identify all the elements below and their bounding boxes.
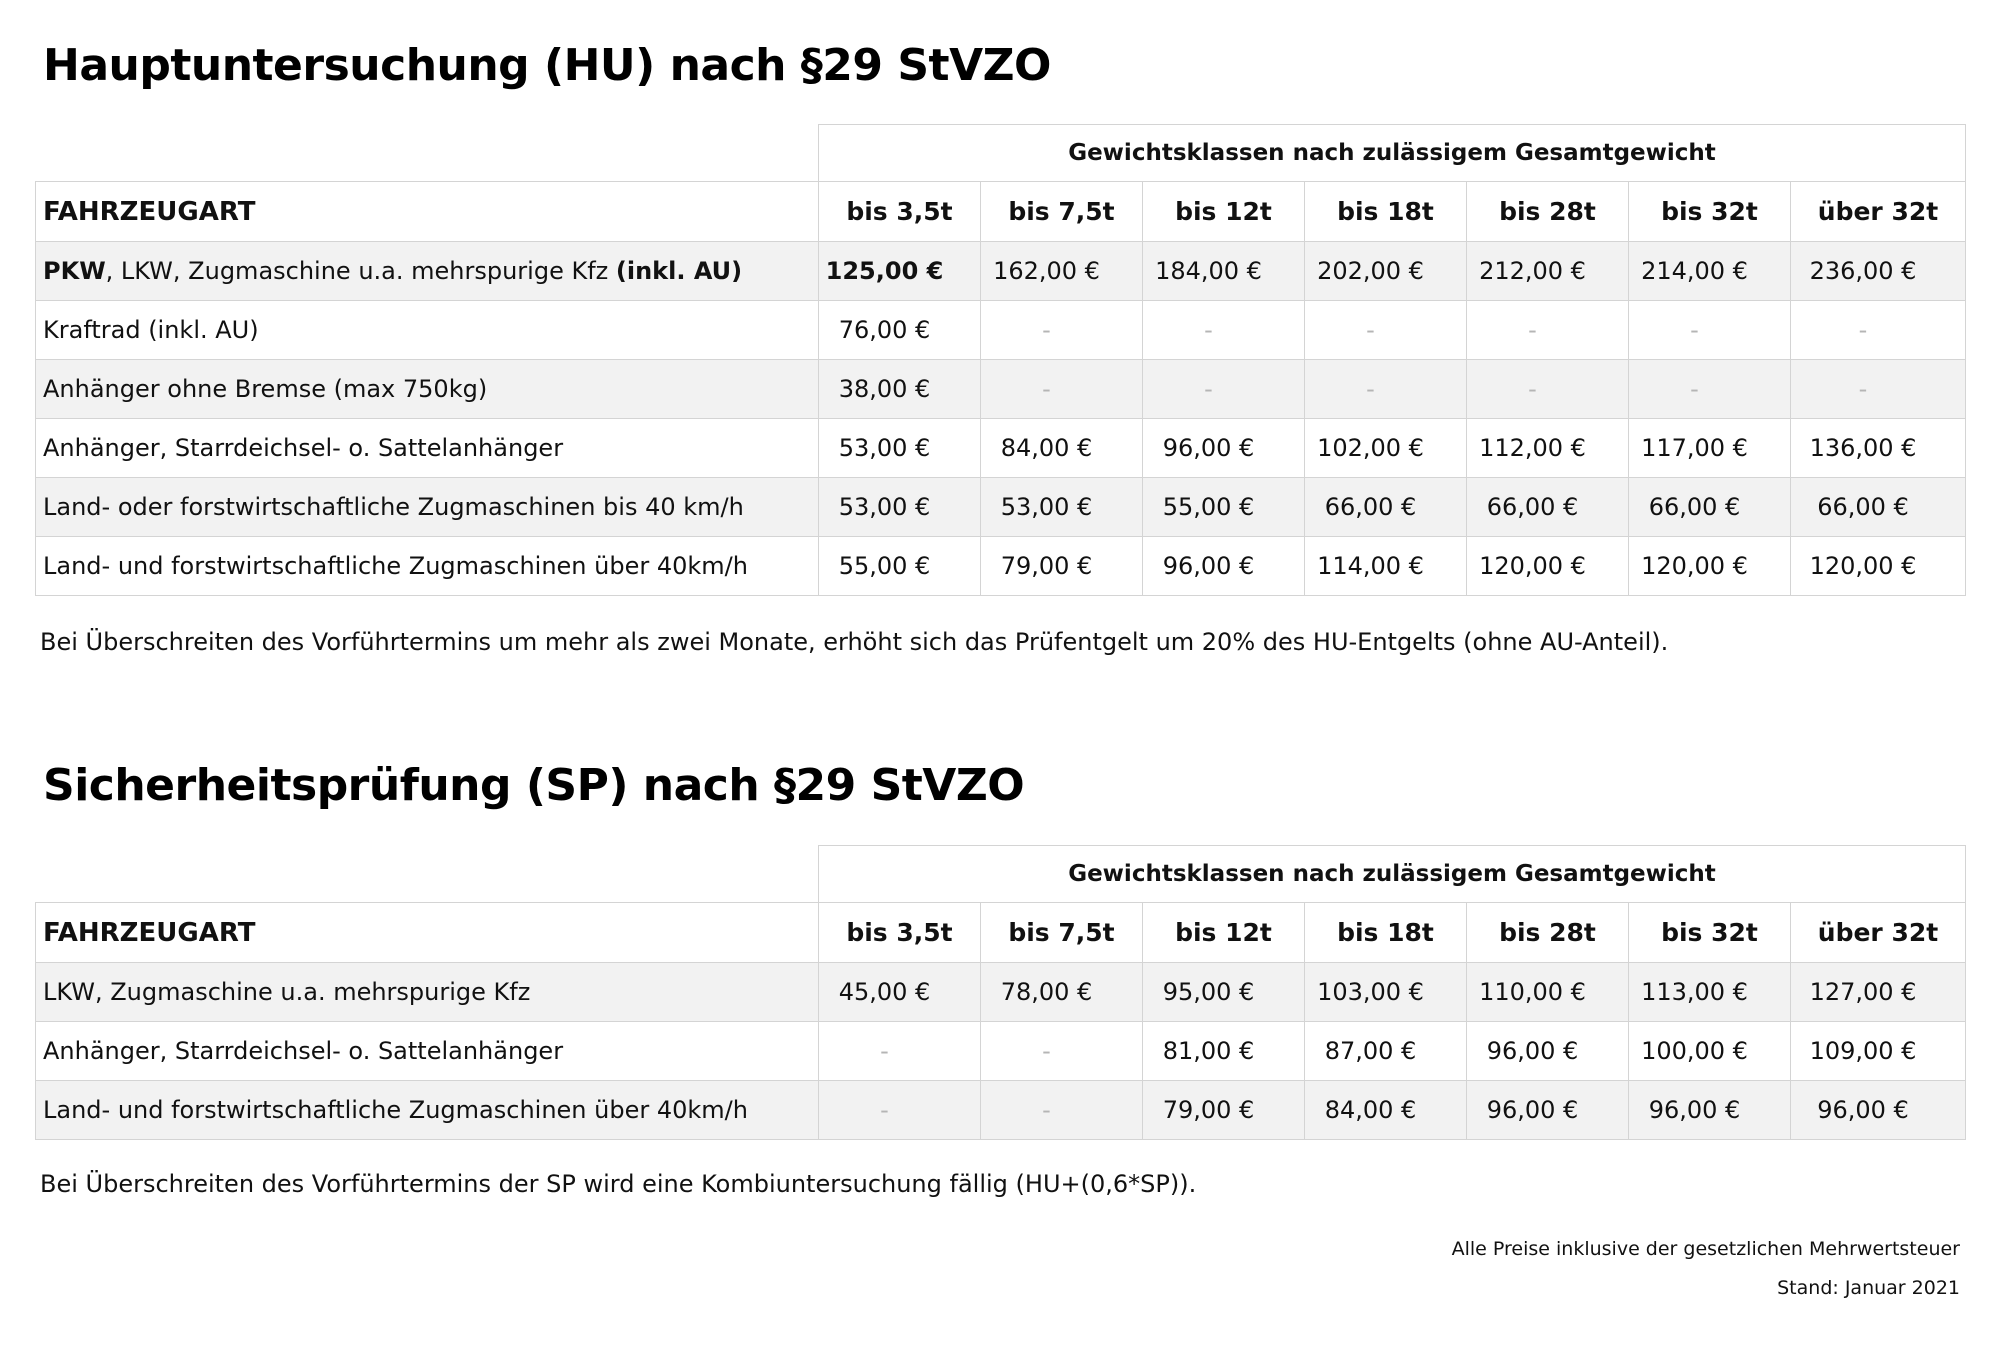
price-cell: 55,00 € — [1143, 478, 1305, 537]
empty-cell: - — [1467, 301, 1629, 360]
sp-col-header: bis 3,5t — [819, 903, 981, 963]
table-row — [36, 360, 1966, 419]
empty-cell: - — [981, 1081, 1143, 1140]
price-cell: 127,00 € — [1791, 963, 1966, 1022]
sp-col-header: bis 7,5t — [981, 903, 1143, 963]
price-cell: 53,00 € — [819, 478, 981, 537]
sp-col-header: über 32t — [1791, 903, 1966, 963]
price-cell: 110,00 € — [1467, 963, 1629, 1022]
price-cell: 114,00 € — [1305, 537, 1467, 596]
empty-cell: - — [981, 1022, 1143, 1081]
price-cell: 95,00 € — [1143, 963, 1305, 1022]
row-label: Anhänger, Starrdeichsel- o. Sattelanhänger — [36, 1022, 819, 1081]
price-cell: 96,00 € — [1143, 537, 1305, 596]
price-cell: 79,00 € — [981, 537, 1143, 596]
price-cell: 120,00 € — [1629, 537, 1791, 596]
hu-column-header-row — [36, 182, 1966, 242]
price-cell: 212,00 € — [1467, 242, 1629, 301]
hu-vehicle-type-header: FAHRZEUGART — [36, 182, 819, 242]
price-cell: 53,00 € — [819, 419, 981, 478]
row-label: Land- und forstwirtschaftliche Zugmaschinen über 40km/h — [36, 537, 819, 596]
price-cell: 96,00 € — [1791, 1081, 1966, 1140]
empty-cell: - — [819, 1081, 981, 1140]
empty-cell: - — [981, 301, 1143, 360]
row-label-part: (inkl. AU) — [615, 257, 743, 285]
hu-empty-corner — [36, 125, 819, 182]
empty-cell: - — [981, 360, 1143, 419]
price-cell: 81,00 € — [1143, 1022, 1305, 1081]
sp-price-table — [35, 845, 1966, 1140]
sp-vehicle-type-header: FAHRZEUGART — [36, 903, 819, 963]
price-cell: 96,00 € — [1467, 1081, 1629, 1140]
price-cell: 125,00 € — [819, 242, 981, 301]
date-footnote: Stand: Januar 2021 — [1777, 1277, 1960, 1299]
price-cell: 79,00 € — [1143, 1081, 1305, 1140]
row-label — [36, 242, 819, 301]
table-row — [36, 478, 1966, 537]
table-row — [36, 242, 1966, 301]
table-row — [36, 537, 1966, 596]
hu-surcharge-note: Bei Überschreiten des Vorführtermins um mehr als zwei Monate, erhöht sich das Prüfentgelt um 20% des HU-Entgelts (ohne AU-Anteil). — [40, 628, 1669, 656]
price-cell: 45,00 € — [819, 963, 981, 1022]
price-cell: 66,00 € — [1467, 478, 1629, 537]
sp-col-header: bis 28t — [1467, 903, 1629, 963]
hu-price-table — [35, 124, 1966, 596]
table-row — [36, 1081, 1966, 1140]
hu-col-header: über 32t — [1791, 182, 1966, 242]
sp-col-header: bis 18t — [1305, 903, 1467, 963]
table-row — [36, 1022, 1966, 1081]
price-cell: 103,00 € — [1305, 963, 1467, 1022]
table-row — [36, 419, 1966, 478]
price-cell: 96,00 € — [1467, 1022, 1629, 1081]
price-cell: 84,00 € — [1305, 1081, 1467, 1140]
empty-cell: - — [1143, 301, 1305, 360]
row-label: Land- oder forstwirtschaftliche Zugmaschinen bis 40 km/h — [36, 478, 819, 537]
price-cell: 109,00 € — [1791, 1022, 1966, 1081]
price-cell: 84,00 € — [981, 419, 1143, 478]
sp-col-header: bis 12t — [1143, 903, 1305, 963]
price-cell: 96,00 € — [1143, 419, 1305, 478]
empty-cell: - — [1791, 301, 1966, 360]
hu-col-header: bis 3,5t — [819, 182, 981, 242]
empty-cell: - — [1305, 360, 1467, 419]
hu-col-header: bis 18t — [1305, 182, 1467, 242]
price-cell: 87,00 € — [1305, 1022, 1467, 1081]
price-cell: 184,00 € — [1143, 242, 1305, 301]
sp-column-header-row — [36, 903, 1966, 963]
sp-combined-note: Bei Überschreiten des Vorführtermins der SP wird eine Kombiuntersuchung fällig (HU+(0,6*SP)). — [40, 1170, 1197, 1198]
row-label-part: , LKW, Zugmaschine u.a. mehrspurige Kfz — [105, 257, 616, 285]
empty-cell: - — [1629, 301, 1791, 360]
price-cell: 214,00 € — [1629, 242, 1791, 301]
price-cell: 120,00 € — [1467, 537, 1629, 596]
hu-col-header: bis 7,5t — [981, 182, 1143, 242]
price-cell: 96,00 € — [1629, 1081, 1791, 1140]
price-cell: 162,00 € — [981, 242, 1143, 301]
hu-col-header: bis 12t — [1143, 182, 1305, 242]
price-cell: 102,00 € — [1305, 419, 1467, 478]
price-cell: 66,00 € — [1305, 478, 1467, 537]
row-label: Anhänger ohne Bremse (max 750kg) — [36, 360, 819, 419]
sp-weight-class-header: Gewichtsklassen nach zulässigem Gesamtgewicht — [819, 846, 1966, 903]
row-label: Anhänger, Starrdeichsel- o. Sattelanhänger — [36, 419, 819, 478]
price-cell: 100,00 € — [1629, 1022, 1791, 1081]
table-row — [36, 301, 1966, 360]
price-cell: 202,00 € — [1305, 242, 1467, 301]
empty-cell: - — [1305, 301, 1467, 360]
price-cell: 66,00 € — [1791, 478, 1966, 537]
price-cell: 78,00 € — [981, 963, 1143, 1022]
price-cell: 55,00 € — [819, 537, 981, 596]
price-cell: 113,00 € — [1629, 963, 1791, 1022]
hu-weight-class-header: Gewichtsklassen nach zulässigem Gesamtgewicht — [819, 125, 1966, 182]
hu-group-header-row — [36, 125, 1966, 182]
row-label: Kraftrad (inkl. AU) — [36, 301, 819, 360]
row-label: Land- und forstwirtschaftliche Zugmaschinen über 40km/h — [36, 1081, 819, 1140]
sp-section-title: Sicherheitsprüfung (SP) nach §29 StVZO — [43, 760, 1025, 811]
hu-col-header: bis 32t — [1629, 182, 1791, 242]
price-cell: 112,00 € — [1467, 419, 1629, 478]
price-cell: 76,00 € — [819, 301, 981, 360]
price-cell: 120,00 € — [1791, 537, 1966, 596]
price-cell: 53,00 € — [981, 478, 1143, 537]
price-cell: 236,00 € — [1791, 242, 1966, 301]
empty-cell: - — [1143, 360, 1305, 419]
sp-col-header: bis 32t — [1629, 903, 1791, 963]
price-cell: 117,00 € — [1629, 419, 1791, 478]
empty-cell: - — [1467, 360, 1629, 419]
hu-section-title: Hauptuntersuchung (HU) nach §29 StVZO — [43, 40, 1051, 91]
row-label-part: PKW — [43, 257, 106, 285]
row-label: LKW, Zugmaschine u.a. mehrspurige Kfz — [36, 963, 819, 1022]
vat-footnote: Alle Preise inklusive der gesetzlichen Mehrwertsteuer — [1451, 1238, 1960, 1260]
empty-cell: - — [1629, 360, 1791, 419]
price-cell: 136,00 € — [1791, 419, 1966, 478]
empty-cell: - — [1791, 360, 1966, 419]
sp-empty-corner — [36, 846, 819, 903]
price-cell: 38,00 € — [819, 360, 981, 419]
hu-col-header: bis 28t — [1467, 182, 1629, 242]
empty-cell: - — [819, 1022, 981, 1081]
sp-group-header-row — [36, 846, 1966, 903]
price-cell: 66,00 € — [1629, 478, 1791, 537]
table-row — [36, 963, 1966, 1022]
